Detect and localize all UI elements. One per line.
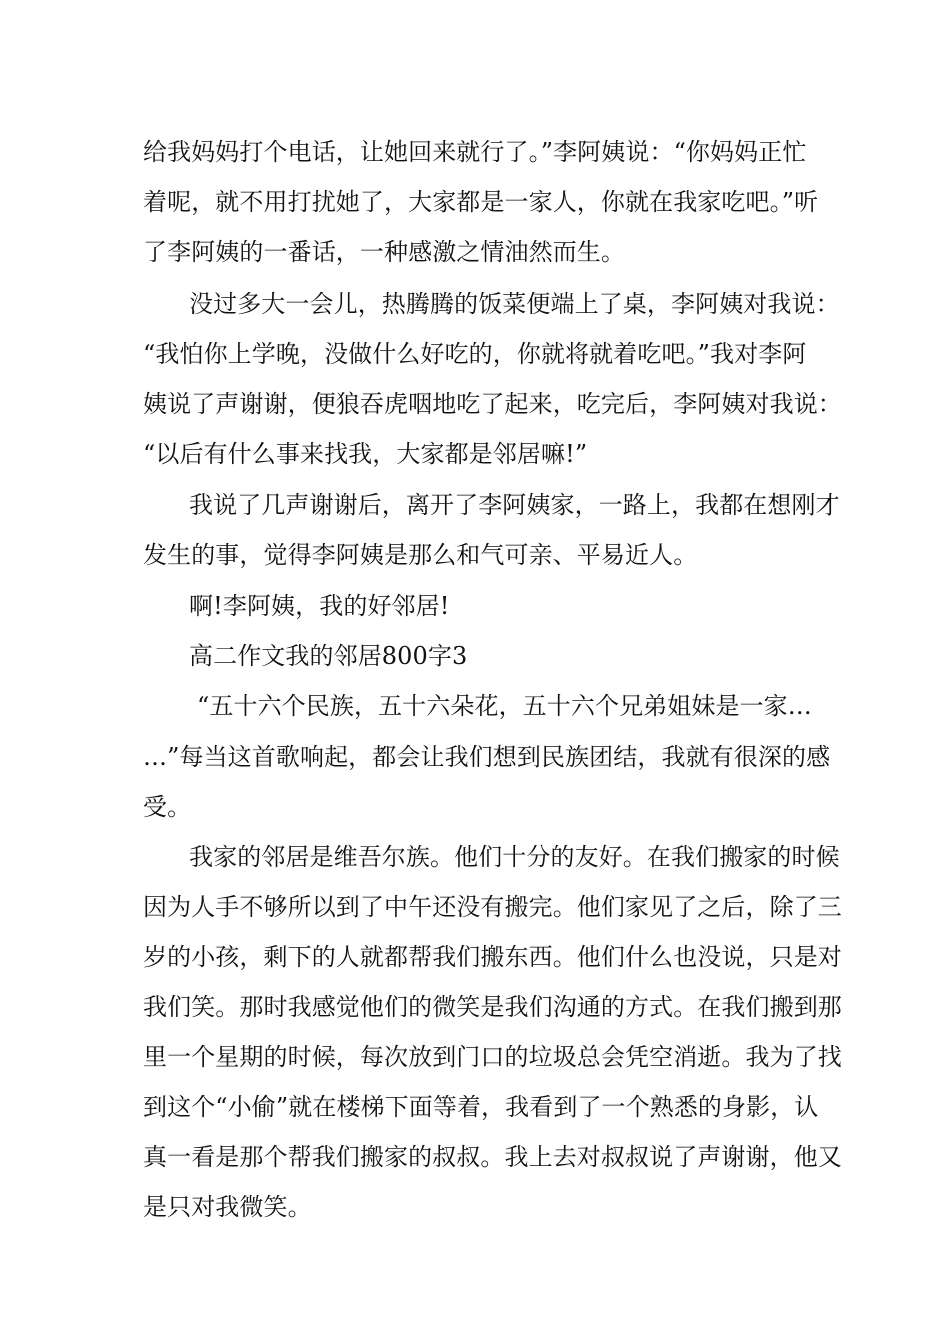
paragraph-line: 着呢，就不用打扰她了，大家都是一家人，你就在我家吃吧。”听 [143, 188, 819, 216]
paragraph-line: 受。 [143, 793, 192, 821]
paragraph-line: 真一看是那个帮我们搬家的叔叔。我上去对叔叔说了声谢谢，他又 [143, 1143, 842, 1171]
paragraph-line: 了李阿姨的一番话，一种感激之情油然而生。 [143, 238, 625, 266]
section-heading: 高二作文我的邻居800字3 [189, 642, 468, 670]
paragraph-line: “以后有什么事来找我，大家都是邻居嘛!” [143, 440, 588, 468]
paragraph-line: 岁的小孩，剩下的人就都帮我们搬东西。他们什么也没说，只是对 [143, 943, 842, 971]
paragraph-line: 里一个星期的时候，每次放到门口的垃圾总会凭空消逝。我为了找 [143, 1043, 842, 1071]
paragraph-line: 姨说了声谢谢，便狼吞虎咽地吃了起来，吃完后，李阿姨对我说： [143, 390, 842, 418]
paragraph-line: 我们笑。那时我感觉他们的微笑是我们沟通的方式。在我们搬到那 [143, 993, 842, 1021]
paragraph-line: 发生的事，觉得李阿姨是那么和气可亲、平易近人。 [143, 541, 698, 569]
paragraph-line: “五十六个民族，五十六朵花，五十六个兄弟姐妹是一家… [197, 692, 812, 720]
paragraph-line: …”每当这首歌响起，都会让我们想到民族团结，我就有很深的感 [143, 743, 831, 771]
paragraph-line: 我家的邻居是维吾尔族。他们十分的友好。在我们搬家的时候 [189, 843, 840, 871]
paragraph-line: “我怕你上学晚，没做什么好吃的，你就将就着吃吧。”我对李阿 [143, 340, 807, 368]
paragraph-line: 是只对我微笑。 [143, 1193, 312, 1221]
paragraph-line: 我说了几声谢谢后，离开了李阿姨家，一路上，我都在想刚才 [189, 491, 840, 519]
paragraph-line: 因为人手不够所以到了中午还没有搬完。他们家见了之后，除了三 [143, 893, 842, 921]
paragraph-line: 没过多大一会儿，热腾腾的饭菜便端上了桌，李阿姨对我说： [189, 290, 840, 318]
paragraph-line: 到这个“小偷”就在楼梯下面等着，我看到了一个熟悉的身影，认 [143, 1093, 819, 1121]
paragraph-line: 啊!李阿姨，我的好邻居! [189, 592, 450, 620]
paragraph-line: 给我妈妈打个电话，让她回来就行了。”李阿姨说：“你妈妈正忙 [143, 138, 807, 166]
